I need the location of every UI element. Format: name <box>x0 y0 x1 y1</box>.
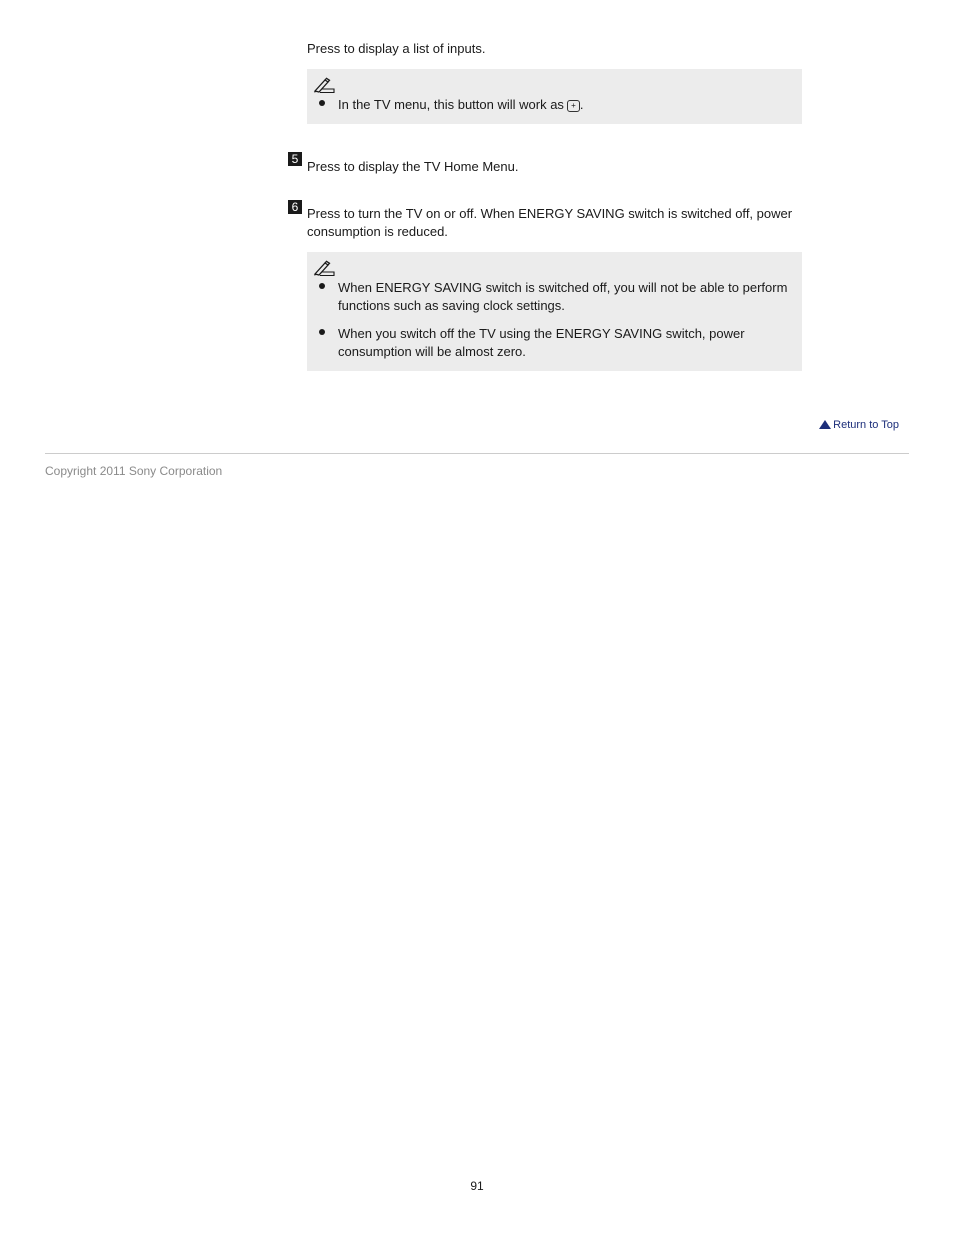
inputs-description: Press to display a list of inputs. <box>307 41 486 56</box>
note-box-energy <box>307 252 802 371</box>
note-list-inputs <box>313 96 792 114</box>
note-list-energy <box>313 279 792 361</box>
list-item: When you switch off the TV using the ENERGY SAVING switch, power consumption will be almost zero. <box>313 325 792 361</box>
note-box-inputs <box>307 69 802 124</box>
footer-divider <box>45 453 909 454</box>
copyright-text: Copyright 2011 Sony Corporation <box>45 464 223 478</box>
list-item: When ENERGY SAVING switch is switched off, you will not be able to perform functions such as saving clock settings. <box>313 279 792 315</box>
list-item <box>313 96 792 114</box>
section-6-description: Press to turn the TV on or off. When ENERGY SAVING switch is switched off, power consumption is reduced. <box>307 206 793 239</box>
section-5-number: 5 <box>288 152 302 166</box>
return-to-top-link[interactable] <box>819 417 899 433</box>
return-to-top-label: Return to Top <box>833 419 899 431</box>
note-text: In the TV menu, this button will work as <box>338 97 564 112</box>
main-content <box>307 40 802 371</box>
page-number: 91 <box>470 1179 484 1193</box>
section-5-description: Press to display the TV Home Menu. <box>307 159 519 174</box>
section-6-number: 6 <box>288 200 302 214</box>
up-arrow-icon <box>819 420 831 429</box>
pencil-note-icon <box>313 260 335 276</box>
plus-key-icon <box>567 100 580 112</box>
note-suffix: . <box>579 97 584 112</box>
pencil-note-icon <box>313 77 335 93</box>
